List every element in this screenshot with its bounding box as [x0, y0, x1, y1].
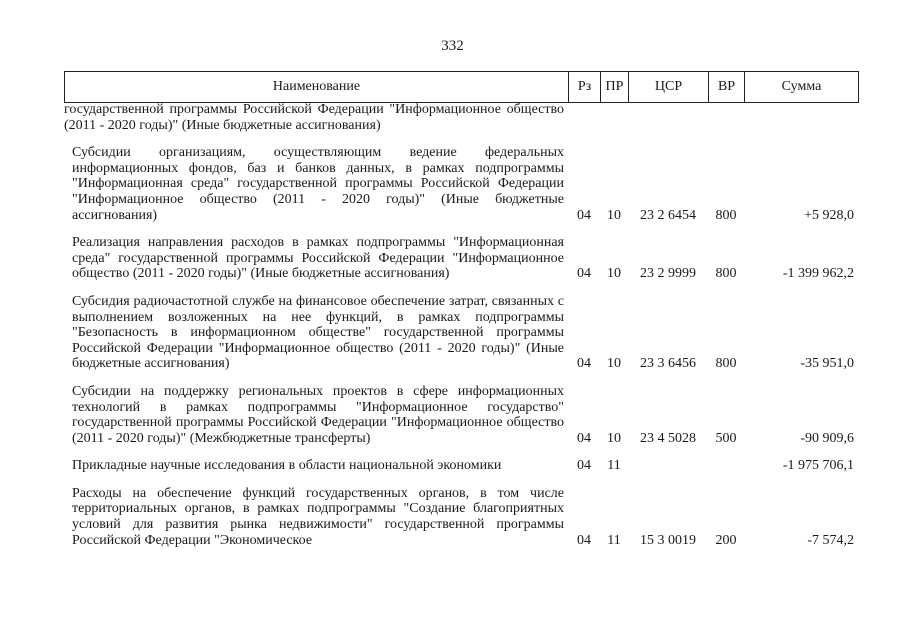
table-header [64, 71, 859, 103]
row-rz: 04 [577, 430, 591, 446]
table-row [64, 384, 858, 446]
row-name: Субсидия радиочастотной службе на финансовое обеспечение затрат, связанных с выполнением возложенных на нее функций, в рамках подпрограммы "Безопасность в информационном обществе" государственной программы Российской Федерации "Информационное общество (2011 - 2020 годы)" (Иные бюджетные ассигнования) [72, 293, 564, 372]
row-sum: -1 399 962,2 [782, 266, 854, 282]
row-name: Реализация направления расходов в рамках подпрограммы "Информационная среда" государственной программы Российской Федерации "Информационное общество (2011 - 2020 годы)" (Иные бюджетные ассигнования) [72, 235, 564, 282]
row-vr: 500 [715, 430, 737, 446]
row-csr: 23 3 6456 [640, 356, 696, 372]
row-sum: -35 951,0 [800, 356, 854, 372]
column-header-vr: ВР [709, 72, 745, 103]
row-csr: 23 2 9999 [640, 266, 696, 282]
row-csr [628, 102, 708, 133]
row-rz [568, 102, 600, 133]
row-vr: 200 [715, 532, 737, 548]
row-name: Субсидии организациям, осуществляющим ведение федеральных информационных фондов, баз и банков данных, в рамках подпрограммы "Информационная среда" государственной программы Российской Федерации "Информационное общество (2011 - 2020 годы)" (Иные бюджетные ассигнования) [72, 145, 564, 223]
budget-table [64, 102, 858, 548]
row-sum: -1 975 706,1 [782, 458, 854, 474]
row-pr: 11 [607, 458, 621, 474]
table-row [64, 486, 858, 548]
row-vr: 800 [715, 356, 737, 372]
row-pr [600, 102, 628, 133]
table-row [64, 235, 858, 282]
row-sum: +5 928,0 [804, 207, 854, 223]
row-sum: -90 909,6 [800, 430, 854, 446]
table-row [64, 458, 858, 474]
row-rz: 04 [577, 532, 591, 548]
row-sum [744, 102, 858, 133]
column-header-sum: Сумма [745, 72, 859, 103]
row-rz: 04 [577, 207, 591, 223]
row-vr: 800 [715, 266, 737, 282]
row-pr: 10 [607, 430, 621, 446]
column-header-csr: ЦСР [629, 72, 709, 103]
row-name: государственной программы Российской Федерации "Информационное общество (2011 - 2020 годы)" (Иные бюджетные ассигнования) [64, 102, 564, 133]
row-pr: 10 [607, 356, 621, 372]
column-header-name: Наименование [65, 72, 569, 103]
row-csr: 23 4 5028 [640, 430, 696, 446]
row-vr [708, 458, 744, 474]
column-header-pr: ПР [601, 72, 629, 103]
column-header-rz: Рз [569, 72, 601, 103]
table-row [64, 294, 858, 372]
row-name: Субсидии на поддержку региональных проектов в сфере информационных технологий в рамках подпрограммы "Информационное государство" государственной программы Российской Федерации "Информационное общество (2011 - 2020 годы)" (Межбюджетные трансферты) [72, 383, 564, 446]
row-pr: 11 [607, 532, 621, 548]
row-vr [708, 102, 744, 133]
page-number: 332 [441, 38, 464, 54]
row-csr: 23 2 6454 [640, 207, 696, 223]
table-row [64, 145, 858, 223]
row-vr: 800 [715, 207, 737, 223]
row-name: Прикладные научные исследования в области национальной экономики [72, 458, 502, 474]
row-name: Расходы на обеспечение функций государственных органов, в том числе территориальных органов, в рамках подпрограммы "Создание благоприятных условий для развития рынка недвижимости" государственной программы Российской Федерации "Экономическое [72, 485, 564, 548]
row-rz: 04 [577, 458, 591, 474]
row-csr: 15 3 0019 [640, 532, 696, 548]
row-sum: -7 574,2 [807, 532, 854, 548]
row-pr: 10 [607, 207, 621, 223]
row-pr: 10 [607, 266, 621, 282]
table-row [64, 102, 858, 133]
row-rz: 04 [577, 266, 591, 282]
row-csr [628, 458, 708, 474]
row-rz: 04 [577, 356, 591, 372]
